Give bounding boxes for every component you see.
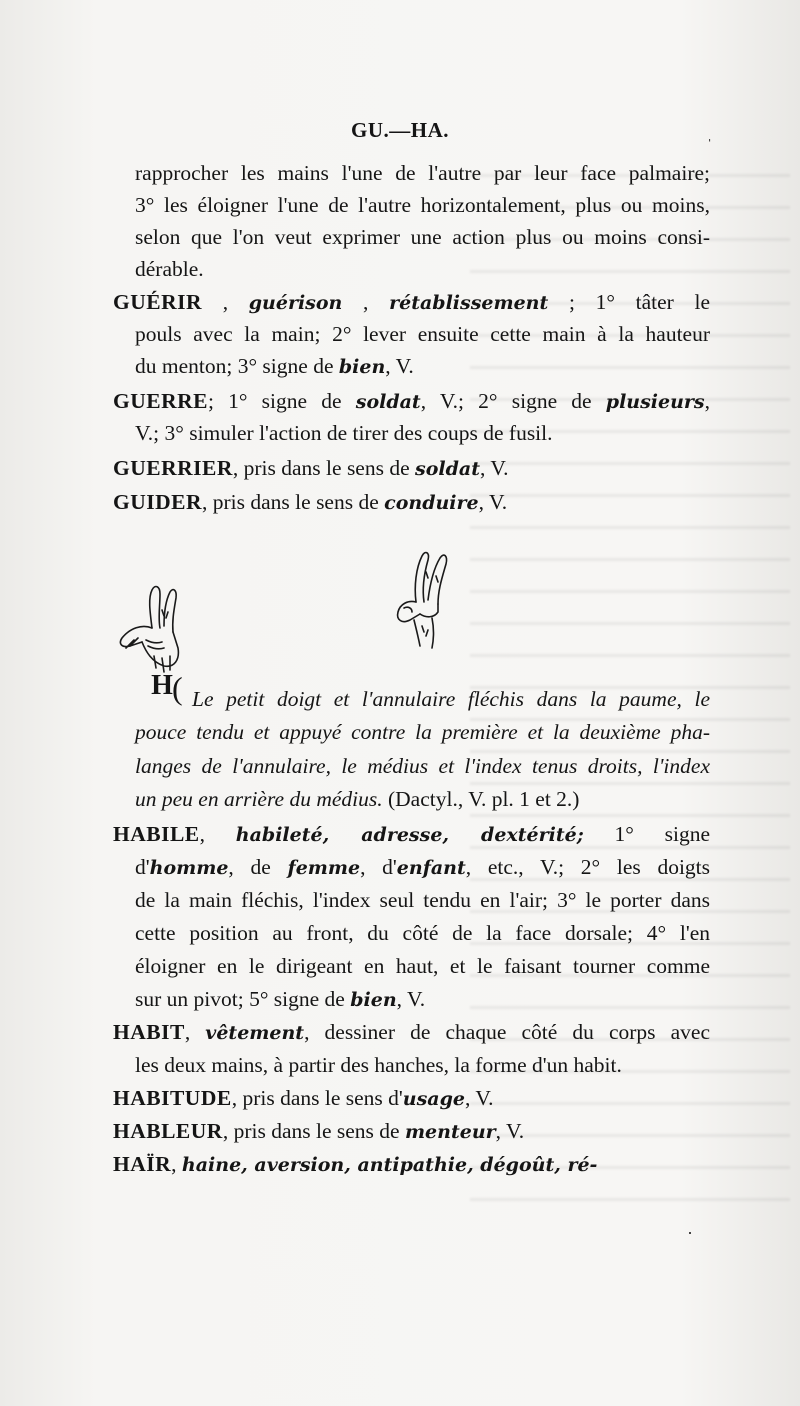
entry-hableur: HABLEUR, pris dans le sens de menteur, V. — [113, 1119, 525, 1143]
entry-habit: HABIT, vêtement, dessiner de chaque côté du corps avec — [113, 1020, 711, 1044]
headword: HAÏR — [113, 1152, 172, 1176]
text-line: les deux mains, à partir des hanches, la forme d'un habit. — [135, 1053, 622, 1077]
text-line: cette position au front, du côté de la face dorsale; 4° l'en — [135, 921, 710, 945]
text-line: sur un pivot; 5° signe de bien, V. — [135, 987, 426, 1011]
figure-letter: H — [151, 670, 173, 701]
headword: HABITUDE — [113, 1086, 232, 1110]
entry-guider: GUIDER, pris dans le sens de conduire, V. — [113, 490, 508, 514]
figure-caption-line: un peu en arrière du médius. (Dactyl., V. pl. 1 et 2.) — [135, 787, 580, 811]
figure-caption-line: pouce tendu et appuyé contre la première et la deuxième pha- — [135, 720, 710, 744]
figure-bracket: ( — [172, 670, 183, 706]
page-mark: ˌ — [707, 125, 713, 142]
running-head: GU.—HA. — [351, 118, 449, 142]
text-line: pouls avec la main; 2° lever ensuite cette main à la hauteur — [135, 322, 710, 346]
entry-guerrier: GUERRIER, pris dans le sens de soldat, V. — [113, 456, 509, 480]
text-line: du menton; 3° signe de bien, V. — [135, 354, 414, 378]
text-line: selon que l'on veut exprimer une action plus ou moins consi- — [135, 225, 710, 249]
text-line: V.; 3° simuler l'action de tirer des coups de fusil. — [135, 421, 553, 445]
ink-speck — [689, 1232, 691, 1234]
text-line: éloigner en le dirigeant en haut, et le faisant tourner comme — [135, 954, 710, 978]
hand-sign-icon — [378, 546, 456, 656]
hand-sign-icon — [112, 582, 190, 678]
entry-habile: HABILE, habileté, adresse, dextérité; 1° signe — [113, 822, 711, 846]
headword: HABLEUR — [113, 1119, 223, 1143]
text-line: 3° les éloigner l'une de l'autre horizontalement, plus ou moins, — [135, 193, 710, 217]
headword: GUERRIER — [113, 456, 233, 480]
headword: GUÉRIR — [113, 290, 203, 314]
text-line: dérable. — [135, 257, 204, 281]
entry-guerir: GUÉRIR , guérison , rétablissement ; 1° tâter le — [113, 290, 711, 314]
entry-guerre: GUERRE; 1° signe de soldat, V.; 2° signe de plusieurs, — [113, 389, 710, 413]
headword: GUIDER — [113, 490, 203, 514]
text-line: de la main fléchis, l'index seul tendu en l'air; 3° le porter dans — [135, 888, 710, 912]
entry-habitude: HABITUDE, pris dans le sens d'usage, V. — [113, 1086, 494, 1110]
text-line: rapprocher les mains l'une de l'autre par leur face palmaire; — [135, 161, 710, 185]
figure-caption-line: langes de l'annulaire, le médius et l'index tenus droits, l'index — [135, 754, 710, 778]
entry-hair: HAÏR, haine, aversion, antipathie, dégoût, ré- — [113, 1152, 598, 1176]
headword: HABIT — [113, 1020, 185, 1044]
text-line: d'homme, de femme, d'enfant, etc., V.; 2° les doigts — [135, 855, 711, 879]
headword: GUERRE — [113, 389, 208, 413]
headword: HABILE — [113, 822, 200, 846]
figure-caption-line: Le petit doigt et l'annulaire fléchis dans la paume, le — [192, 687, 710, 711]
